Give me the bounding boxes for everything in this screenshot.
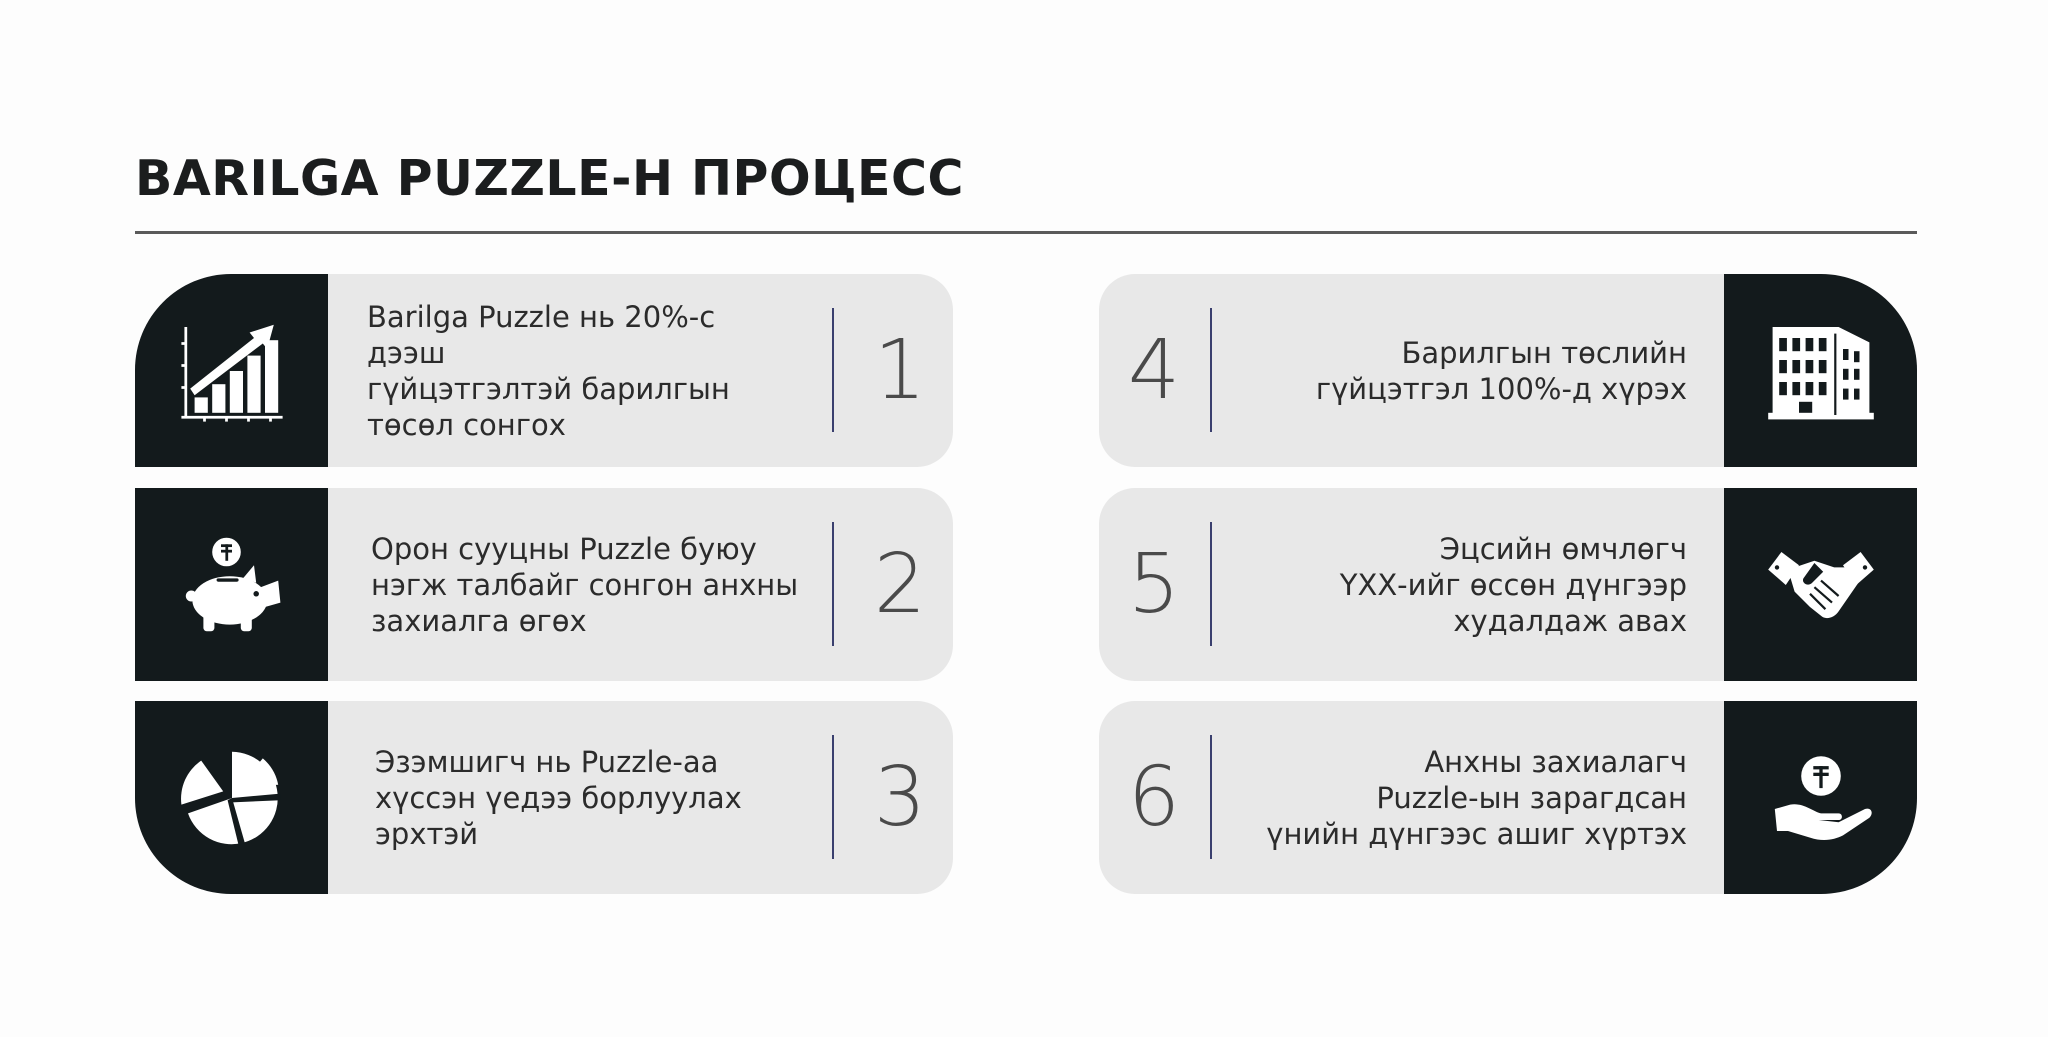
- step-number: 2: [873, 537, 927, 632]
- step-text: Эцсийн өмчлөгч ҮХХ-ийг өссөн дүнгээр худалдаж авах: [1339, 531, 1687, 638]
- step-divider: [832, 735, 834, 859]
- step-text: Анхны захиалагч Puzzle-ын зарагдсан үнийн дүнгээс ашиг хүртэх: [1266, 744, 1687, 851]
- step-text: Орон сууцны Puzzle буюу нэгж талбайг сонгон анхны захиалга өгөх: [371, 531, 799, 638]
- step-card-5: [1099, 488, 1917, 681]
- step-divider: [1210, 522, 1212, 646]
- step-card-1: [135, 274, 953, 467]
- piggy-bank-icon: [135, 488, 328, 681]
- page-title: BARILGA PUZZLE-Н ПРОЦЕСС: [135, 150, 964, 207]
- step-number: 5: [1127, 537, 1181, 632]
- building-icon: [1724, 274, 1917, 467]
- step-text: Барилгын төслийн гүйцэтгэл 100%-д хүрэх: [1315, 335, 1687, 406]
- step-number: 3: [873, 750, 927, 845]
- step-card-4: [1099, 274, 1917, 467]
- hand-coin-icon: [1724, 701, 1917, 894]
- step-divider: [1210, 735, 1212, 859]
- step-card-6: [1099, 701, 1917, 894]
- step-card-3: [135, 701, 953, 894]
- step-number: 6: [1127, 750, 1181, 845]
- step-card-2: [135, 488, 953, 681]
- title-divider: [135, 231, 1917, 234]
- handshake-icon: [1724, 488, 1917, 681]
- step-text: Эзэмшигч нь Puzzle-аа хүссэн үедээ борлуулах эрхтэй: [375, 744, 742, 851]
- pie-chart-icon: [135, 701, 328, 894]
- step-divider: [1210, 308, 1212, 432]
- step-text: Barilga Puzzle нь 20%-с дээш гүйцэтгэлтэй барилгын төсөл сонгох: [367, 299, 730, 442]
- step-number: 1: [873, 323, 927, 418]
- growth-chart-icon: [135, 274, 328, 467]
- step-number: 4: [1127, 323, 1181, 418]
- step-divider: [832, 522, 834, 646]
- step-divider: [832, 308, 834, 432]
